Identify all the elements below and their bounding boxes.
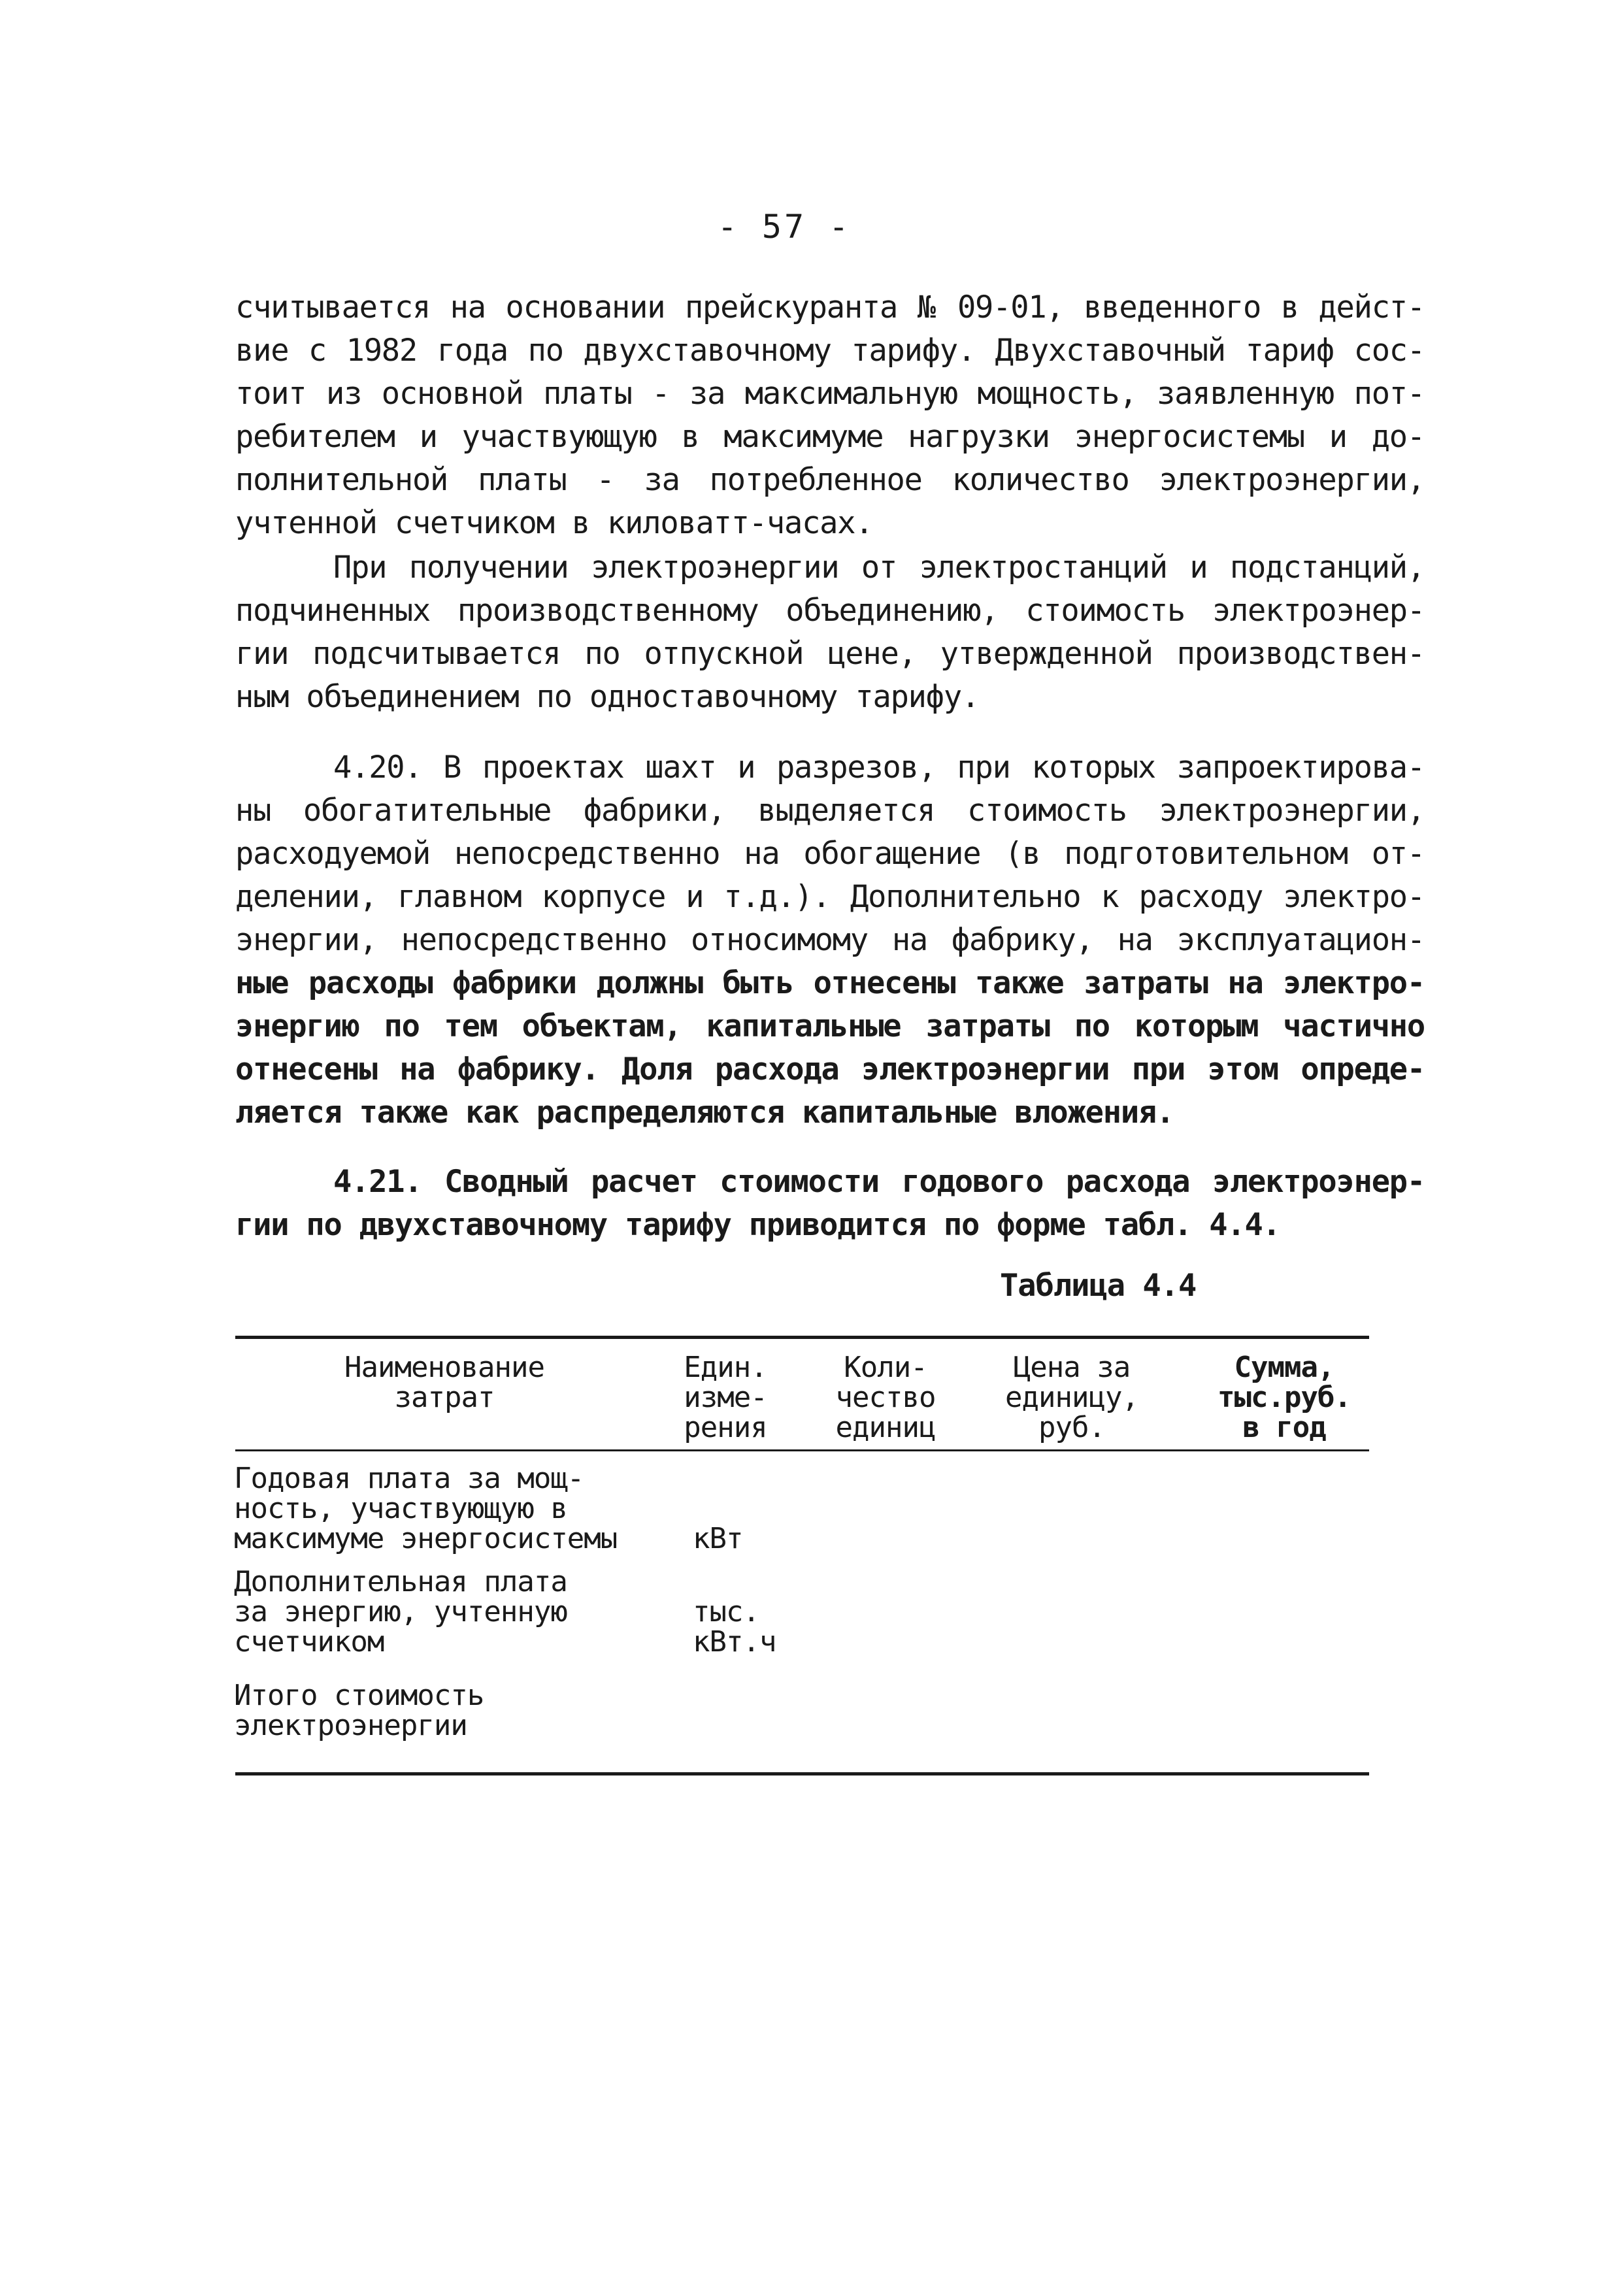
text-line: расходуемой непосредственно на обогащение (в подготовительном от- <box>235 836 1425 872</box>
cell-line: Годовая плата за мощ- <box>234 1462 584 1495</box>
paragraph-4-21 <box>235 1161 1425 1247</box>
cell-line: Дополнительная плата <box>234 1565 567 1598</box>
text-line: ны обогатительные фабрики, выделяется стоимость электроэнергии, <box>235 793 1425 829</box>
header-line: Един. <box>684 1351 767 1384</box>
header-line: Коли- <box>844 1351 927 1384</box>
header-line: единицу, <box>1005 1381 1138 1414</box>
cell-line: ность, участвующую в <box>234 1492 567 1525</box>
header-annual-sum <box>1189 1353 1379 1443</box>
paragraph-own-substations <box>235 546 1425 719</box>
text-line: отнесены на фабрику. Доля расхода электроэнергии при этом опреде- <box>235 1051 1425 1087</box>
text-line: учтенной счетчиком в киловатт-часах. <box>235 505 873 541</box>
text-line: ляется также как распределяются капитальные вложения. <box>235 1095 1174 1131</box>
table-caption: Таблица 4.4 <box>1000 1268 1197 1304</box>
cell-line: счетчиком <box>234 1625 384 1659</box>
text-line: ребителем и участвующую в максимуме нагрузки энергосистемы и до- <box>235 419 1425 455</box>
text-line: ные расходы фабрики должны быть отнесены также затраты на электро- <box>235 965 1425 1001</box>
text-line: вие с 1982 года по двухставочному тарифу. Двухставочный тариф сос- <box>235 333 1425 369</box>
cell-line: Итого стоимость <box>234 1679 484 1712</box>
header-line: тыс.руб. <box>1218 1381 1351 1414</box>
header-line: Наименование <box>344 1351 544 1384</box>
table-top-rule <box>235 1336 1369 1339</box>
text-line: энергию по тем объектам, капитальные затраты по которым частично <box>235 1008 1425 1044</box>
text-line: При получении электроэнергии от электростанций и подстанций, <box>333 550 1425 586</box>
row-1-name <box>234 1464 617 1554</box>
text-line: гии подсчитывается по отпускной цене, утвержденной производствен- <box>235 636 1425 672</box>
header-line: чество <box>835 1381 936 1414</box>
paragraph-tariff-intro <box>235 286 1425 545</box>
text-line: делении, главном корпусе и т.д.). Дополнительно к расходу электро- <box>235 879 1425 915</box>
row-2-name <box>234 1567 567 1657</box>
cell-line: кВт <box>693 1522 743 1555</box>
header-unit-price <box>987 1353 1157 1443</box>
header-line: руб. <box>1038 1411 1105 1444</box>
header-quantity <box>817 1353 954 1443</box>
header-line: Цена за <box>1013 1351 1131 1384</box>
paragraph-4-20 <box>235 746 1425 1134</box>
text-line: полнительной платы - за потребленное количество электроэнергии, <box>235 462 1425 498</box>
cell-line: тыс. <box>693 1595 759 1628</box>
text-line: 4.21. Сводный расчет стоимости годового расхода электроэнер- <box>333 1164 1425 1200</box>
text-line: гии по двухставочному тарифу приводится по форме табл. 4.4. <box>235 1207 1280 1243</box>
page-number: - 57 - <box>717 208 852 246</box>
table-header-rule <box>235 1449 1369 1451</box>
row-3-name <box>234 1681 484 1741</box>
cell-line: электроэнергии <box>234 1709 467 1742</box>
row-2-unit <box>693 1597 776 1657</box>
row-1-unit <box>693 1524 742 1554</box>
text-line: 4.20. В проектах шахт и разрезов, при которых запроектирова- <box>333 750 1425 785</box>
text-line: тоит из основной платы - за максимальную мощность, заявленную пот- <box>235 376 1425 412</box>
text-line: ным объединением по одноставочному тарифу. <box>235 679 980 715</box>
text-line: энергии, непосредственно относимому на фабрику, на эксплуатацион- <box>235 922 1425 958</box>
header-line: в год <box>1242 1411 1326 1444</box>
header-line: изме- <box>684 1381 767 1414</box>
header-line: рения <box>684 1411 767 1444</box>
table-bottom-rule <box>235 1772 1369 1775</box>
text-line: считывается на основании прейскуранта № 09-01, введенного в дейст- <box>235 289 1425 325</box>
header-line: единиц <box>835 1411 936 1444</box>
cell-line: за энергию, учтенную <box>234 1595 567 1628</box>
cell-line: максимуме энергосистемы <box>234 1522 618 1555</box>
header-unit <box>660 1353 791 1443</box>
text-line: подчиненных производственному объединению, стоимость электроэнер- <box>235 593 1425 629</box>
header-cost-name <box>307 1353 582 1413</box>
cell-line: кВт.ч <box>693 1625 776 1659</box>
header-line: затрат <box>394 1381 495 1414</box>
header-line: Сумма, <box>1234 1351 1334 1384</box>
